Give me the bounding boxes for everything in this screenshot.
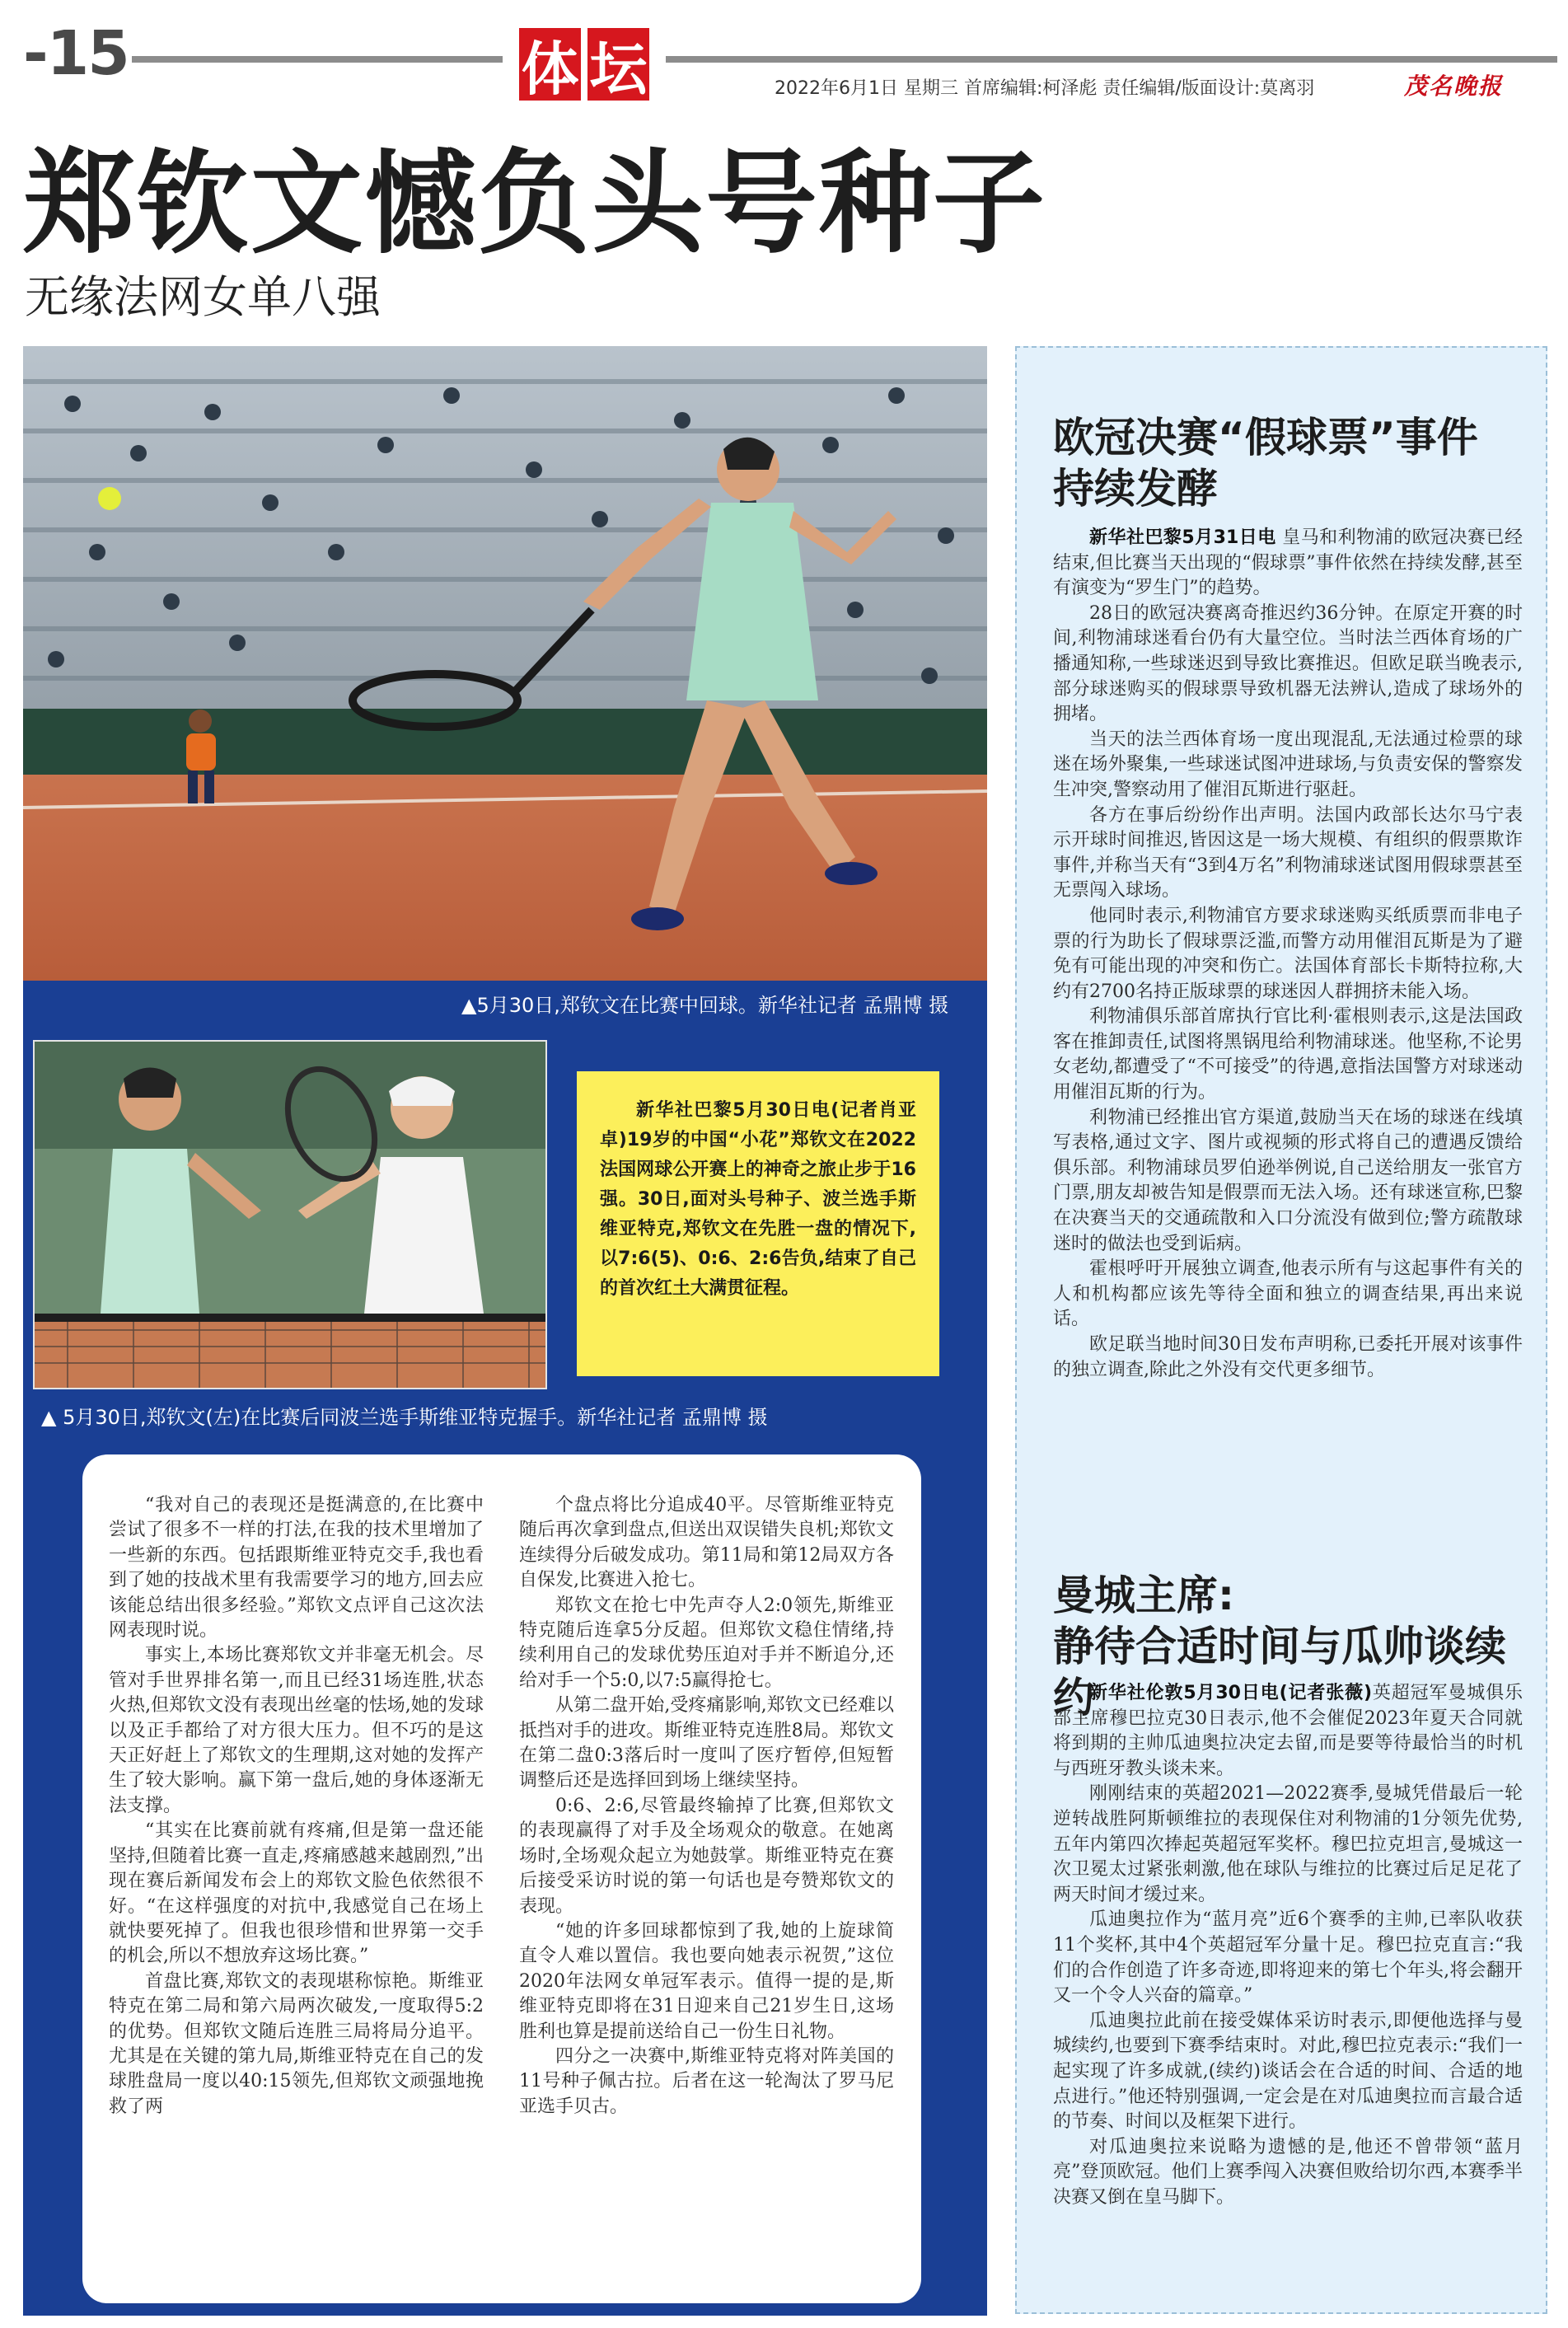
article-paragraph: “其实在比赛前就有疼痛,但是第一盘还能坚持,但随着比赛一直走,疼痛感越来越剧烈,”出现在赛后新闻发布会上的郑钦文脸色依然很不好。“在这样强度的对抗中,我感觉自己在场上就快要死掉了。但我也很珍惜和世界第一交手的机会,所以不想放弃这场比赛。” [109, 1820, 484, 1967]
sidebar-story-2-body [1053, 1681, 1523, 2210]
article-paragraph: 个盘点将比分追成40平。尽管斯维亚特克随后再次拿到盘点,但送出双误错失良机;郑钦文连续得分后破发成功。第11局和第12局双方各自保发,比赛进入抢七。 [519, 1495, 894, 1591]
lead-text: 英超冠军曼城俱乐部主席穆巴拉克30日表示,他不会催促2023年夏天合同就将到期的主帅瓜迪奥拉决定去留,而是要等待最恰当的时机与西班牙教头谈未来。 [1053, 1683, 1523, 1779]
sidebar-story-1-title-line-1: 欧冠决赛“假球票”事件 [1053, 414, 1478, 461]
sidebar-paragraph: 瓜迪奥拉此前在接受媒体采访时表示,即便他选择与曼城续约,也要到下赛季结束时。对此,穆巴拉克表示:“我们一起实现了许多成就,(续约)谈话会在合适的时间、合适的地点进行。”他还特别强调,一定会是在对瓜迪奥拉而言最合适的节奏、时间以及框架下进行。 [1053, 2010, 1523, 2133]
dateline: 新华社巴黎5月31日电 [1089, 527, 1276, 548]
issue-info: 2022年6月1日 星期三 首席编辑:柯泽彪 责任编辑/版面设计:莫离羽 [775, 78, 1315, 99]
sidebar-story-1-title-line-2: 持续发酵 [1053, 465, 1218, 513]
sidebar-paragraph: 瓜迪奥拉作为“蓝月亮”近6个赛季的主帅,已率队收获11个奖杯,其中4个英超冠军分量十足。穆巴拉克直言:“我们的合作创造了许多奇迹,即将迎来的第七个年头,将会翻开又一个令人兴奋的篇章。” [1053, 1909, 1523, 2007]
sidebar-paragraph: 欧足联当地时间30日发布声明称,已委托开展对该事件的独立调查,除此之外没有交代更多细节。 [1053, 1334, 1523, 1380]
photo-main [23, 346, 987, 981]
sidebar-paragraph: 霍根呼吁开展独立调查,他表示所有与这起事件有关的人和机构都应该先等待全面和独立的调查结果,再出来说话。 [1053, 1258, 1523, 1330]
sidebar-paragraph: 当天的法兰西体育场一度出现混乱,无法通过检票的球迷在场外聚集,一些球迷试图冲进球场,与负责安保的警察发生冲突,警察动用了催泪瓦斯进行驱赶。 [1053, 728, 1523, 800]
dateline: 新华社伦敦5月30日电(记者张薇) [1089, 1683, 1373, 1703]
sidebar-paragraph: 各方在事后纷纷作出声明。法国内政部长达尔马宁表示开球时间推迟,皆因这是一场大规模、有组织的假票欺诈事件,并称当天有“3到4万名”利物浦球迷试图用假球票甚至无票闯入球场。 [1053, 804, 1523, 902]
page-title: 郑钦文憾负头号种子 [23, 139, 1046, 269]
sidebar-story-2-title-line-2: 静待合适时间与瓜帅谈续约 [1053, 1623, 1506, 1721]
tennis-match-photo [23, 346, 987, 981]
article-paragraph: 0:6、2:6,尽管最终输掉了比赛,但郑钦文的表现赢得了对手及全场观众的敬意。在她离场时,全场观众起立为她鼓掌。斯维亚特克在赛后接受采访时说的第一句话也是夸赞郑钦文的表现。 [519, 1795, 894, 1917]
sidebar-paragraph: 他同时表示,利物浦官方要求球迷购买纸质票而非电子票的行为助长了假球票泛滥,而警方动用催泪瓦斯是为了避免有可能出现的冲突和伤亡。法国体育部长卡斯特拉称,大约有2700名持正版球票的球迷因人群拥挤未能入场。 [1053, 905, 1523, 1002]
sidebar-paragraph: 28日的欧冠决赛离奇推迟约36分钟。在原定开赛的时间,利物浦球迷看台仍有大量空位。当时法兰西体育场的广播通知称,一些球迷迟到导致比赛推迟。但欧足联当晚表示,部分球迷购买的假球票导致机器无法辨认,造成了球场外的拥堵。 [1053, 602, 1523, 725]
photo-second [33, 1040, 547, 1389]
article-paragraph: “她的许多回球都惊到了我,她的上旋球简直令人难以置信。我也要向她表示祝贺,”这位2020年法网女单冠军表示。值得一提的是,斯维亚特克即将在31日迎来自己21岁生日,这场胜利也算是提前送给自己一份生日礼物。 [519, 1920, 894, 2042]
sidebar-story-2-lead-paragraph [1053, 1681, 1523, 1782]
handshake-photo [35, 1042, 545, 1388]
lead-text: 皇马和利物浦的欧冠决赛已经结束,但比赛当天出现的“假球票”事件依然在持续发酵,甚至有演变为“罗生门”的趋势。 [1053, 527, 1523, 599]
page-number: -15 [23, 18, 129, 89]
sidebar-story-1-lead-paragraph [1053, 526, 1523, 602]
photo-main-caption: ▲5月30日,郑钦文在比赛中回球。新华社记者 孟鼎博 摄 [461, 994, 949, 1017]
lead-summary-box [577, 1071, 939, 1376]
header-rule-left [132, 56, 503, 63]
article-paragraph: 事实上,本场比赛郑钦文并非毫无机会。尽管对手世界排名第一,而且已经31场连胜,状态火热,但郑钦文没有表现出丝毫的怯场,她的发球以及正手都给了对方很大压力。但不巧的是这天正好赶上了郑钦文的生理期,这对她的发挥产生了较大影响。赢下第一盘后,她的身体逐渐无法支撑。 [109, 1645, 484, 1816]
sidebar-story-2-title-line-1: 曼城主席: [1053, 1572, 1234, 1619]
section-char-1: 体 [519, 28, 581, 101]
sidebar-paragraph: 利物浦已经推出官方渠道,鼓励当天在场的球迷在线填写表格,通过文字、图片或视频的形式将自己的遭遇反馈给俱乐部。利物浦球员罗伯逊举例说,自己送给朋友一张官方门票,朋友却被告知是假票而无法入场。还有球迷宣称,巴黎在决赛当天的交通疏散和入口分流没有做到位;警方疏散球迷时的做法也受到诟病。 [1053, 1107, 1523, 1254]
article-column-1 [109, 1493, 484, 2120]
article-paragraph: 郑钦文在抢七中先声夺人2:0领先,斯维亚特克随后连拿5分反超。但郑钦文稳住情绪,持续利用自己的发球优势压迫对手并不断追分,还给对手一个5:0,以7:5赢得抢七。 [519, 1595, 894, 1691]
article-column-2 [519, 1493, 894, 2120]
sidebar-story-1-body [1053, 526, 1523, 1383]
article-paragraph: “我对自己的表现还是挺满意的,在比赛中尝试了很多不一样的打法,在我的技术里增加了一些新的东西。包括跟斯维亚特克交手,我也看到了她的技战术里有我需要学习的地方,回去应该能总结出很多经验。”郑钦文点评自己这次法网表现时说。 [109, 1495, 484, 1642]
header-rule-right [666, 56, 1557, 63]
page-subtitle: 无缘法网女单八强 [25, 271, 381, 323]
sidebar-paragraph: 对瓜迪奥拉来说略为遗憾的是,他还不曾带领“蓝月亮”登顶欧冠。他们上赛季闯入决赛但败给切尔西,本赛季半决赛又倒在皇马脚下。 [1053, 2136, 1523, 2208]
sidebar-paragraph: 利物浦俱乐部首席执行官比利·霍根则表示,这是法国政客在推卸责任,试图将黑锅甩给利物浦球迷。他坚称,不论男女老幼,都遭受了“不可接受”的待遇,意指法国警方对球迷动用催泪瓦斯的行为。 [1053, 1006, 1523, 1103]
photo-second-caption: ▲ 5月30日,郑钦文(左)在比赛后同波兰选手斯维亚特克握手。新华社记者 孟鼎博 摄 [41, 1406, 768, 1429]
sidebar-paragraph: 刚刚结束的英超2021—2022赛季,曼城凭借最后一轮逆转战胜阿斯顿维拉的表现保住对利物浦的1分领先优势,五年内第四次捧起英超冠军奖杯。穆巴拉克坦言,曼城这一次卫冕太过紧张刺激,他在球队与维拉的比赛过后足足花了两天时间才缓过来。 [1053, 1783, 1523, 1905]
lead-summary-text: 新华社巴黎5月30日电(记者肖亚卓)19岁的中国“小花”郑钦文在2022法国网球公开赛上的神奇之旅止步于16强。30日,面对头号种子、波兰选手斯维亚特克,郑钦文在先胜一盘的情况下,以7:6(5)、0:6、2:6告负,结束了自己的首次红土大满贯征程。 [600, 1100, 916, 1299]
article-paragraph: 四分之一决赛中,斯维亚特克将对阵美国的11号种子佩古拉。后者在这一轮淘汰了罗马尼亚选手贝古。 [519, 2045, 894, 2117]
section-char-2: 坛 [587, 28, 649, 101]
article-paragraph: 首盘比赛,郑钦文的表现堪称惊艳。斯维亚特克在第二局和第六局两次破发,一度取得5:2的优势。但郑钦文随后连胜三局将局分追平。尤其是在关键的第九局,斯维亚特克在自己的发球胜盘局一度以40:15领先,但郑钦文顽强地挽救了两 [109, 1970, 484, 2117]
section-label [519, 28, 649, 101]
tennis-ball [98, 487, 121, 510]
paper-logo: 茂名晚报 [1403, 73, 1503, 100]
sidebar-story-1-title [1053, 412, 1531, 514]
article-paragraph: 从第二盘开始,受疼痛影响,郑钦文已经难以抵挡对手的进攻。斯维亚特克连胜8局。郑钦文在第二盘0:3落后时一度叫了医疗暂停,但短暂调整后还是选择回到场上继续坚持。 [519, 1695, 894, 1792]
